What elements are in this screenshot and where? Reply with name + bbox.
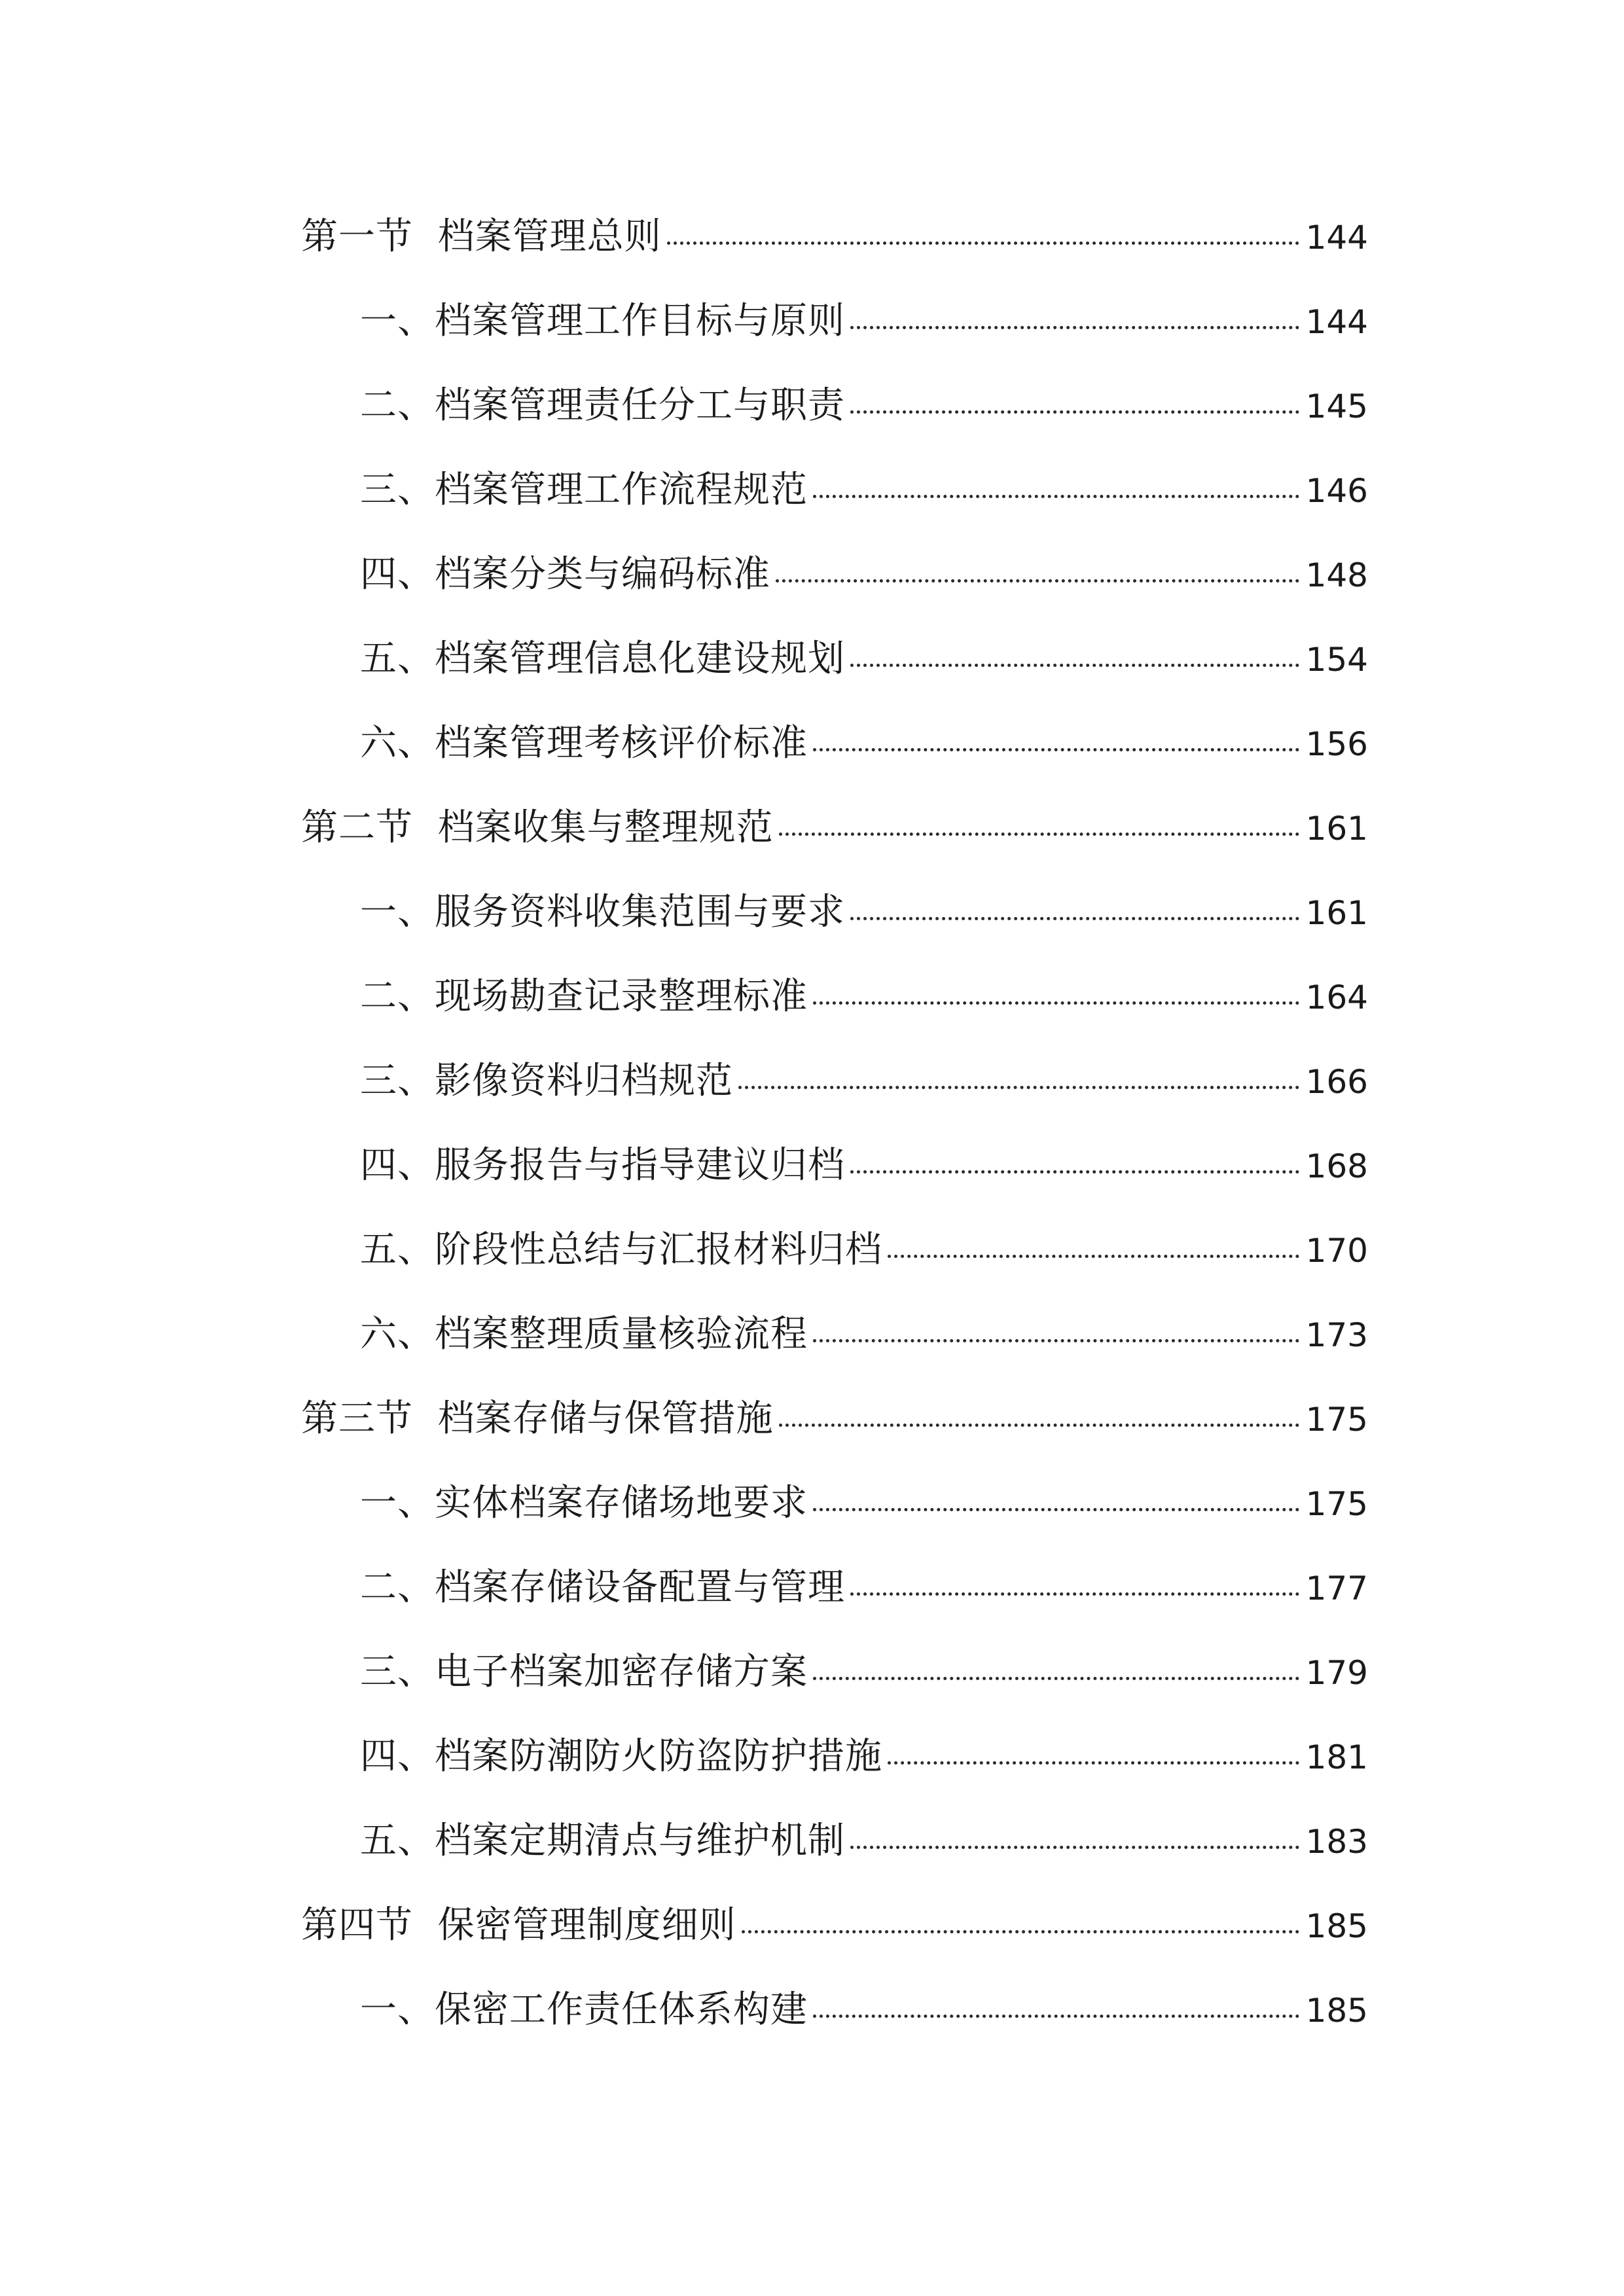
- toc-subsection-2-5[interactable]: [360, 1211, 1368, 1289]
- toc-page-number: 170: [1305, 1232, 1368, 1270]
- dot-leader: [850, 916, 1299, 920]
- toc-page-number: 185: [1305, 1907, 1368, 1945]
- toc-page-number: 175: [1305, 1485, 1368, 1523]
- toc-subsection-2-3[interactable]: [360, 1042, 1368, 1121]
- dot-leader: [813, 494, 1299, 498]
- toc-page-number: 144: [1305, 219, 1368, 257]
- toc-page-number: 173: [1305, 1316, 1368, 1354]
- toc-page-number: 181: [1305, 1738, 1368, 1776]
- toc-entry-label: 第一节 档案管理总则: [301, 215, 662, 258]
- dot-leader: [813, 1001, 1299, 1005]
- dot-leader: [779, 832, 1299, 836]
- dot-leader: [850, 1170, 1299, 1174]
- toc-subsection-1-4[interactable]: [360, 535, 1368, 614]
- toc-page-number: 144: [1305, 303, 1368, 341]
- toc-section-1[interactable]: [301, 198, 1368, 276]
- toc-entry-label: 四、档案防潮防火防盗防护措施: [360, 1735, 882, 1778]
- toc-entry-label: 第三节 档案存储与保管措施: [301, 1397, 774, 1440]
- toc-subsection-2-4[interactable]: [360, 1126, 1368, 1205]
- toc-section-4[interactable]: [301, 1886, 1368, 1965]
- toc-entry-label: 五、档案管理信息化建设规划: [360, 637, 845, 680]
- toc-page-number: 156: [1305, 725, 1368, 763]
- toc-page-number: 185: [1305, 1992, 1368, 2030]
- toc-page-number: 179: [1305, 1654, 1368, 1692]
- toc-subsection-3-4[interactable]: [360, 1717, 1368, 1796]
- toc-subsection-3-1[interactable]: [360, 1464, 1368, 1543]
- dot-leader: [667, 241, 1299, 245]
- dot-leader: [738, 1085, 1299, 1089]
- dot-leader: [888, 1254, 1299, 1258]
- toc-entry-label: 三、影像资料归档规范: [360, 1060, 733, 1102]
- dot-leader: [850, 1845, 1299, 1849]
- toc-subsection-3-5[interactable]: [360, 1802, 1368, 1880]
- toc-entry-label: 六、档案整理质量核验流程: [360, 1313, 808, 1355]
- dot-leader: [742, 1929, 1299, 1933]
- toc-subsection-2-2[interactable]: [360, 958, 1368, 1036]
- toc-subsection-2-1[interactable]: [360, 873, 1368, 952]
- toc-entry-label: 一、档案管理工作目标与原则: [360, 300, 845, 342]
- dot-leader: [776, 579, 1299, 583]
- toc-page-number: 177: [1305, 1570, 1368, 1607]
- toc-entry-label: 四、档案分类与编码标准: [360, 553, 770, 596]
- toc-subsection-1-6[interactable]: [360, 704, 1368, 783]
- toc-page-number: 168: [1305, 1147, 1368, 1185]
- toc-entry-label: 六、档案管理考核评价标准: [360, 722, 808, 764]
- toc-subsection-2-6[interactable]: [360, 1295, 1368, 1374]
- dot-leader: [813, 2014, 1299, 2018]
- toc-entry-label: 第二节 档案收集与整理规范: [301, 806, 774, 849]
- toc-page-number: 161: [1305, 894, 1368, 932]
- toc-section-3[interactable]: [301, 1380, 1368, 1458]
- toc-entry-label: 一、保密工作责任体系构建: [360, 1988, 808, 2031]
- dot-leader: [779, 1423, 1299, 1427]
- toc-page-number: 164: [1305, 978, 1368, 1016]
- dot-leader: [850, 325, 1299, 329]
- toc-entry-label: 五、阶段性总结与汇报材料归档: [360, 1229, 882, 1271]
- dot-leader: [850, 1592, 1299, 1596]
- dot-leader: [813, 1338, 1299, 1342]
- toc-subsection-1-1[interactable]: [360, 282, 1368, 361]
- toc-entry-label: 二、档案管理责任分工与职责: [360, 384, 845, 427]
- dot-leader: [813, 747, 1299, 751]
- toc-page-number: 175: [1305, 1401, 1368, 1439]
- dot-leader: [813, 1507, 1299, 1511]
- toc-page-number: 154: [1305, 641, 1368, 679]
- toc-page-number: 183: [1305, 1823, 1368, 1861]
- toc-section-2[interactable]: [301, 789, 1368, 867]
- toc-entry-label: 一、实体档案存储场地要求: [360, 1482, 808, 1524]
- toc-entry-label: 四、服务报告与指导建议归档: [360, 1144, 845, 1187]
- toc-entry-label: 二、档案存储设备配置与管理: [360, 1566, 845, 1609]
- toc-page-number: 145: [1305, 387, 1368, 425]
- dot-leader: [850, 663, 1299, 667]
- toc-entry-label: 三、档案管理工作流程规范: [360, 469, 808, 511]
- toc-entry-label: 一、服务资料收集范围与要求: [360, 891, 845, 933]
- toc-subsection-1-5[interactable]: [360, 620, 1368, 698]
- toc-page-number: 166: [1305, 1063, 1368, 1101]
- toc-page-number: 161: [1305, 810, 1368, 848]
- toc-subsection-1-3[interactable]: [360, 451, 1368, 529]
- toc-page-number: 146: [1305, 472, 1368, 510]
- dot-leader: [850, 410, 1299, 414]
- toc-subsection-4-1[interactable]: [360, 1971, 1368, 2049]
- dot-leader: [888, 1761, 1299, 1765]
- toc-page-number: 148: [1305, 556, 1368, 594]
- toc-subsection-3-3[interactable]: [360, 1633, 1368, 1712]
- dot-leader: [813, 1676, 1299, 1680]
- toc-entry-label: 五、档案定期清点与维护机制: [360, 1820, 845, 1862]
- toc-entry-label: 第四节 保密管理制度细则: [301, 1904, 736, 1946]
- toc-entry-label: 二、现场勘查记录整理标准: [360, 975, 808, 1018]
- toc-subsection-1-2[interactable]: [360, 367, 1368, 445]
- toc-subsection-3-2[interactable]: [360, 1549, 1368, 1627]
- toc-entry-label: 三、电子档案加密存储方案: [360, 1651, 808, 1693]
